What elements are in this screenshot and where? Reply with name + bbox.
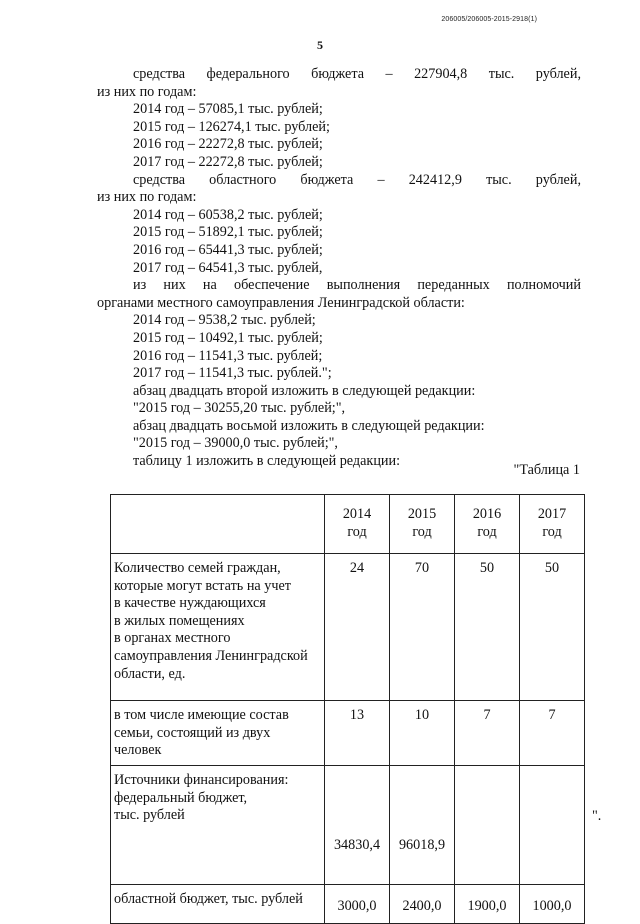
text-line: 2016 год – 22272,8 тыс. рублей; (133, 136, 323, 153)
text-line: 2017 год – 64541,3 тыс. рублей, (133, 259, 323, 276)
year-header-2017: 2017 год (520, 495, 585, 554)
cell-two-person-2017: 7 (520, 701, 585, 766)
cell-two-person-2014: 13 (325, 701, 390, 766)
cell-families-2014: 24 (325, 554, 390, 701)
text-line: 2016 год – 11541,3 тыс. рублей; (133, 347, 323, 364)
text-line: из них по годам: (97, 189, 197, 206)
text-line: 2014 год – 9538,2 тыс. рублей; (133, 312, 316, 329)
cell-families-2017: 50 (520, 554, 585, 701)
cell-families-2016: 50 (455, 554, 520, 701)
cell-federal-2017 (520, 766, 585, 885)
table-row-regional (111, 885, 585, 924)
text-line: "2015 год – 30255,20 тыс. рублей;", (133, 400, 346, 417)
year-header-2016: 2016 год (455, 495, 520, 554)
table-header-row (111, 495, 585, 554)
table-caption: "Таблица 1 (513, 462, 580, 478)
text-line: органами местного самоуправления Ленинградской области: (97, 294, 465, 311)
cell-regional-2016: 1900,0 (455, 885, 520, 924)
row-label-federal: Источники финансирования: федеральный бюджет, тыс. рублей (111, 766, 325, 885)
page-number: 5 (317, 38, 323, 52)
text-line: средства федерального бюджета – 227904,8 тыс. рублей, (133, 66, 581, 82)
text-line: абзац двадцать второй изложить в следующей редакции: (133, 382, 476, 399)
text-line: 2015 год – 51892,1 тыс. рублей; (133, 224, 323, 241)
table-row-two-person (111, 701, 585, 766)
cell-two-person-2015: 10 (390, 701, 455, 766)
table-1 (110, 494, 585, 924)
cell-federal-2014: 34830,4 (325, 766, 390, 885)
cell-regional-2017: 1000,0 (520, 885, 585, 924)
text-line: таблицу 1 изложить в следующей редакции: (133, 453, 401, 470)
row-label-regional: областной бюджет, тыс. рублей (111, 885, 325, 924)
cell-regional-2015: 2400,0 (390, 885, 455, 924)
closing-quote-mark: ". (592, 808, 602, 824)
text-line: 2015 год – 126274,1 тыс. рублей; (133, 118, 330, 135)
table-row-families (111, 554, 585, 701)
table-header-empty-cell (111, 495, 325, 554)
document-id: 206005/206005-2015-2918(1) (441, 16, 537, 23)
text-line: "2015 год – 39000,0 тыс. рублей;", (133, 435, 338, 452)
year-header-2015: 2015 год (390, 495, 455, 554)
cell-federal-2015: 96018,9 (390, 766, 455, 885)
cell-regional-2014: 3000,0 (325, 885, 390, 924)
row-label-families: Количество семей граждан, которые могут встать на учет в качестве нуждающихся в жилых помещениях в органах местного самоуправления Ленинградской области, ед. (111, 554, 325, 701)
row-label-two-person: в том числе имеющие состав семьи, состоящий из двух человек (111, 701, 325, 766)
text-line: 2016 год – 65441,3 тыс. рублей; (133, 241, 323, 258)
text-line: из них по годам: (97, 83, 197, 100)
cell-families-2015: 70 (390, 554, 455, 701)
text-line: 2017 год – 11541,3 тыс. рублей."; (133, 365, 332, 382)
text-line: 2017 год – 22272,8 тыс. рублей; (133, 153, 323, 170)
text-line: из них на обеспечение выполнения переданных полномочий (133, 277, 581, 294)
text-line: средства областного бюджета – 242412,9 тыс. рублей, (133, 171, 581, 188)
cell-two-person-2016: 7 (455, 701, 520, 766)
text-line: 2015 год – 10492,1 тыс. рублей; (133, 329, 323, 346)
year-header-2014: 2014 год (325, 495, 390, 554)
cell-federal-2016 (455, 766, 520, 885)
table-row-federal (111, 766, 585, 885)
text-line: 2014 год – 57085,1 тыс. рублей; (133, 101, 323, 118)
text-line: 2014 год – 60538,2 тыс. рублей; (133, 206, 323, 223)
text-line: абзац двадцать восьмой изложить в следующей редакции: (133, 417, 485, 434)
body-text (97, 66, 581, 471)
